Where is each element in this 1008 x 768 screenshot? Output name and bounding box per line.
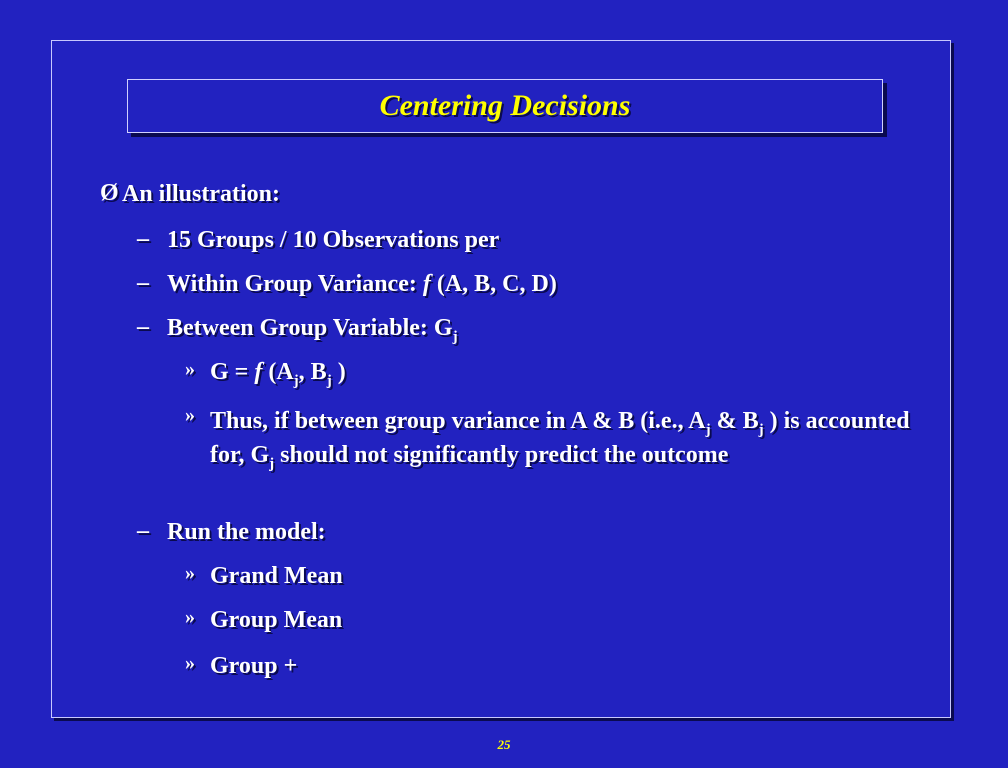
item-group-mean: Group Mean	[210, 607, 343, 633]
sub-marker: »	[185, 606, 195, 628]
dash-marker: –	[137, 270, 149, 296]
slide-title: Centering Decisions	[379, 89, 631, 122]
arrow-bullet-icon: Ø	[100, 180, 119, 206]
item-group-plus: Group +	[210, 653, 298, 679]
page-number: 25	[497, 737, 511, 752]
item-run-model: Run the model:	[167, 519, 326, 545]
item-grand-mean: Grand Mean	[210, 563, 343, 589]
sub-marker: »	[185, 358, 195, 380]
item-g-equation: G = f ($A_j$, $B_j$ )	[210, 359, 346, 389]
item-between-variable: Between Group Variable: $G_j$	[167, 315, 458, 345]
bullet-illustration: An illustration:	[122, 181, 281, 207]
item-within-variance: Within Group Variance: f (A, B, C, D)	[167, 271, 557, 297]
title-box	[127, 79, 883, 133]
sub-marker: »	[185, 562, 195, 584]
dash-marker: –	[137, 314, 149, 340]
item-thus-paragraph: Thus, if between group variance in A & B (i.e., $A_j$ & $B_j$ ) is accounted for, $G_j$ should not significantly predict the outcome	[210, 408, 910, 472]
item-groups: 15 Groups / 10 Observations per	[167, 227, 500, 253]
sub-marker: »	[185, 404, 195, 426]
dash-marker: –	[137, 518, 149, 544]
dash-marker: –	[137, 226, 149, 252]
sub-marker: »	[185, 652, 195, 674]
